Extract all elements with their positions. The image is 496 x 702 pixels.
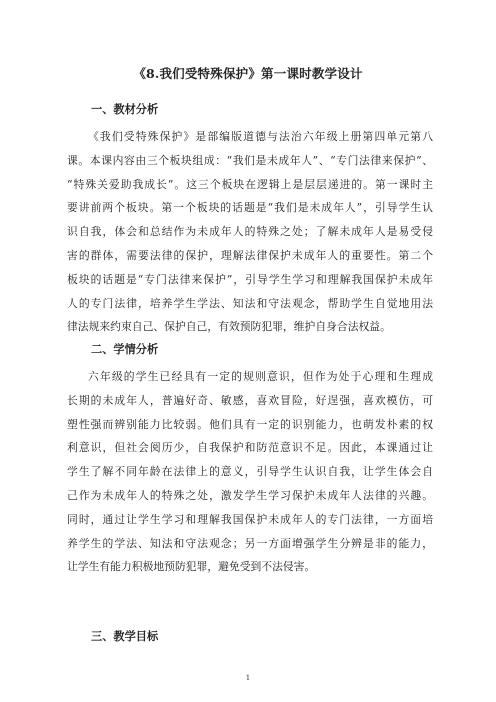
paragraph-line: 《我们受特殊保护》是部编版道德与法治六年级上册第四单元第八 <box>88 130 433 143</box>
paragraph-line: 己作为未成年人的特殊之处，激发学生学习保护未成年人法律的兴趣。 <box>67 488 433 502</box>
paragraph-line: 害的群体，需要法律的保护，理解法律保护未成年人的重要性。第二个 <box>67 248 433 262</box>
paragraph-line: “特殊关爱助我成长”。这三个板块在逻辑上是层层递进的。第一课时主 <box>67 177 433 191</box>
paragraph-line: 同时，通过让学生学习和理解我国保护未成年人的专门法律，一方面培 <box>67 512 433 526</box>
paragraph-line: 让学生有能力积极地预防犯罪，避免受到不法侵害。 <box>67 560 316 574</box>
paragraph-line: 长期的未成年人，普遍好奇、敏感，喜欢冒险，好逞强，喜欢模仿，可 <box>67 393 433 407</box>
paragraph-line: 六年级的学生已经具有一定的规则意识，但作为处于心理和生理成 <box>88 370 433 383</box>
section-body-student-analysis <box>67 365 433 579</box>
paragraph-line: 板块的话题是“专门法律来保护”，引导学生学习和理解我国保护未成年 <box>67 272 433 286</box>
page-number: 1 <box>245 674 251 682</box>
paragraph-line: 养学生的学法、知法和守法观念；另一方面增强学生分辨是非的能力， <box>67 536 433 550</box>
paragraph-line: 课。本课内容由三个板块组成：“我们是未成年人”、“专门法律来保护”、 <box>67 153 433 167</box>
section-heading-student-analysis: 二、学情分析 <box>91 342 159 356</box>
section-body-textbook-analysis <box>67 125 433 339</box>
section-heading-teaching-goals: 三、教学目标 <box>91 629 159 643</box>
paragraph-line: 人的专门法律，培养学生学法、知法和守法观念，帮助学生自觉地用法 <box>67 296 433 310</box>
document-title: 《8.我们受特殊保护》第一课时教学设计 <box>133 66 363 81</box>
paragraph-line: 识自我，体会和总结作为未成年人的特殊之处；了解未成年人是易受侵 <box>67 225 433 239</box>
paragraph-line: 要讲前两个板块。第一个板块的话题是“我们是未成年人”，引导学生认 <box>67 201 433 215</box>
paragraph-line: 利意识，但社会阅历少，自我保护和防范意识不足。因此，本课通过让 <box>67 441 433 455</box>
paragraph-line: 律法规来约束自己、保护自己，有效预防犯罪，维护自身合法权益。 <box>67 320 391 334</box>
section-heading-textbook-analysis: 一、教材分析 <box>91 102 159 116</box>
paragraph-line: 塑性强而辨别能力比较弱。他们具有一定的识别能力，也萌发朴素的权 <box>67 417 433 431</box>
paragraph-line: 学生了解不同年龄在法律上的意义，引导学生认识自我，让学生体会自 <box>67 465 433 479</box>
